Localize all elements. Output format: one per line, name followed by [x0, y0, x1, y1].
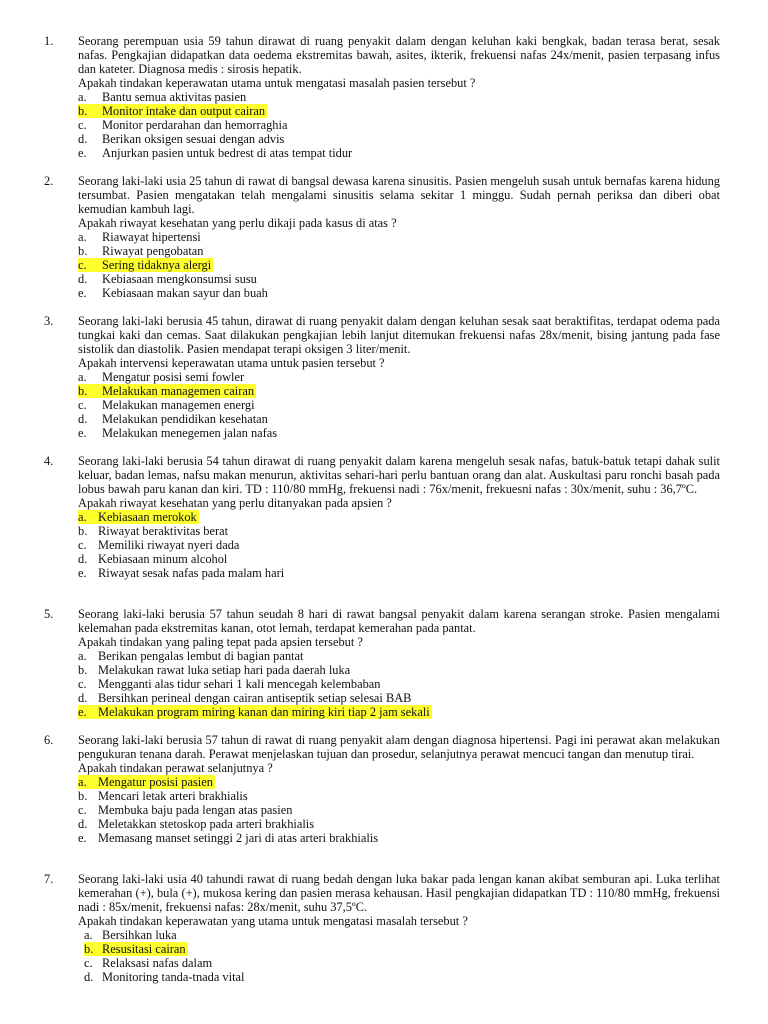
option-text: Sering tidaknya alergi: [102, 258, 212, 272]
option-letter: d.: [78, 272, 88, 286]
question-number: 3.: [44, 314, 54, 328]
option-text: Monitor intake dan output cairan: [102, 104, 266, 118]
option-a: [78, 649, 720, 663]
option-text: Mengganti alas tidur sehari 1 kali mencegah kelembaban: [98, 677, 381, 691]
option-a: [78, 230, 720, 244]
option-c: [78, 677, 720, 691]
option-text: Mencari letak arteri brakhialis: [98, 789, 248, 803]
option-e: [78, 426, 720, 440]
option-a: [78, 90, 720, 104]
option-text: Memasang manset setinggi 2 jari di atas arteri brakhialis: [98, 831, 379, 845]
option-letter: a.: [78, 510, 87, 524]
option-text: Relaksasi nafas dalam: [102, 956, 213, 970]
option-c: [78, 118, 720, 132]
option-text: Bantu semua aktivitas pasien: [102, 90, 247, 104]
option-a: [78, 370, 720, 384]
question-5: [44, 607, 720, 719]
question-stem: Seorang laki-laki berusia 57 tahun seudah 8 hari di rawat bangsal penyakit dalam karena serangan stroke. Pasien mengalami kelemahan pada ekstremitas kanan, otot lemah, terdapat kemerahan pada pantat.: [78, 607, 720, 635]
option-text: Mengatur posisi semi fowler: [102, 370, 245, 384]
option-letter: e.: [78, 286, 87, 300]
option-text: Riawayat hipertensi: [102, 230, 201, 244]
option-letter: a.: [78, 90, 87, 104]
option-e: [78, 566, 720, 580]
question-number: 7.: [44, 872, 54, 886]
option-letter: b.: [78, 244, 88, 258]
option-b: [78, 663, 720, 677]
option-text: Bersihkan luka: [102, 928, 177, 942]
option-letter: d.: [78, 552, 88, 566]
option-text: Meletakkan stetoskop pada arteri brakhialis: [98, 817, 315, 831]
option-text: Melakukan managemen cairan: [102, 384, 255, 398]
option-text: Monitoring tanda-tnada vital: [102, 970, 245, 984]
option-letter: e.: [78, 831, 87, 845]
option-letter: a.: [78, 775, 87, 789]
option-c: [84, 956, 720, 970]
question-number: 5.: [44, 607, 54, 621]
question-3: [44, 314, 720, 440]
option-text: Melakukan managemen energi: [102, 398, 255, 412]
option-e: [78, 146, 720, 160]
option-letter: e.: [78, 566, 87, 580]
option-c-highlighted: [78, 258, 720, 272]
question-prompt: Apakah tindakan keperawatan utama untuk mengatasi masalah pasien tersebut ?: [78, 76, 476, 90]
option-text: Kebiasaan makan sayur dan buah: [102, 286, 268, 300]
question-prompt: Apakah riwayat kesehatan yang perlu dikaji pada kasus di atas ?: [78, 216, 397, 230]
option-text: Kebiasaan mengkonsumsi susu: [102, 272, 257, 286]
option-letter: d.: [78, 817, 88, 831]
option-letter: b.: [78, 384, 88, 398]
question-number: 4.: [44, 454, 54, 468]
option-text: Monitor perdarahan dan hemorraghia: [102, 118, 288, 132]
question-stem: Seorang laki-laki usia 25 tahun di rawat di bangsal dewasa karena sinusitis. Pasien mengeluh susah untuk bernafas karena hidung tersumbat. Pasien mengatakan telah mengalami sinusitis selama sekitar 1 minggu. Sudah pernah periksa dan diberi obat kemudian kambuh lagi.: [78, 174, 720, 216]
option-a: [84, 928, 720, 942]
option-text: Membuka baju pada lengan atas pasien: [98, 803, 293, 817]
option-letter: c.: [84, 956, 93, 970]
option-d: [78, 817, 720, 831]
option-b: [78, 244, 720, 258]
question-prompt: Apakah tindakan perawat selanjutnya ?: [78, 761, 273, 775]
option-b-highlighted: [78, 384, 720, 398]
option-b: [78, 524, 720, 538]
question-prompt: Apakah tindakan yang paling tepat pada apsien tersebut ?: [78, 635, 363, 649]
option-text: Kebiasaan merokok: [98, 510, 197, 524]
option-text: Melakukan pendidikan kesehatan: [102, 412, 268, 426]
option-letter: e.: [78, 146, 87, 160]
question-prompt: Apakah riwayat kesehatan yang perlu ditanyakan pada apsien ?: [78, 496, 392, 510]
option-text: Mengatur posisi pasien: [98, 775, 213, 789]
option-b-highlighted: [78, 104, 720, 118]
question-number: 6.: [44, 733, 54, 747]
option-letter: c.: [78, 538, 87, 552]
option-d: [78, 272, 720, 286]
question-2: [44, 174, 720, 300]
option-letter: d.: [84, 970, 94, 984]
option-letter: b.: [78, 104, 88, 118]
option-d: [78, 132, 720, 146]
option-letter: c.: [78, 803, 87, 817]
question-7: [44, 872, 720, 984]
option-letter: c.: [78, 118, 87, 132]
option-letter: b.: [78, 789, 88, 803]
option-letter: b.: [78, 524, 88, 538]
option-letter: a.: [84, 928, 93, 942]
question-stem: Seorang laki-laki berusia 57 tahun di rawat di ruang penyakit alam dengan diagnosa hipertensi. Pagi ini perawat akan melakukan pengukuran tenana darah. Perawat menjelaskan tujuan dan prosedur, selanjutnya perawat mencuci tangan dan menutup tirai.: [78, 733, 720, 761]
question-stem: Seorang laki-laki usia 40 tahundi rawat di ruang bedah dengan luka bakar pada lengan kanan akibat semburan api. Luka terlihat kemerahan (+), bula (+), mukosa kering dan pasien merasa kehausan. Hasil pengkajian didapatkan TD : 110/80 mmHg, frekuensi nadi : 85x/menit, frekuensi nafas: 28x/menit, suhu 37,5ºC.: [78, 872, 720, 914]
option-text: Riwayat sesak nafas pada malam hari: [98, 566, 285, 580]
option-letter: a.: [78, 649, 87, 663]
question-6: [44, 733, 720, 845]
option-text: Memiliki riwayat nyeri dada: [98, 538, 240, 552]
option-letter: d.: [78, 412, 88, 426]
option-text: Bersihkan perineal dengan cairan antiseptik setiap selesai BAB: [98, 691, 412, 705]
question-stem: Seorang laki-laki berusia 45 tahun, dirawat di ruang penyakit dalam dengan keluhan sesak saat beraktifitas, terdapat odema pada tungkai kaki dan cemas. Saat dilakukan pengkajian lebih lanjut ditemukan frekuensi nafas 28x/menit, bising jantung pada fase sistolik dan diastolik. Pasien mendapat terapi oksigen 3 liter/menit.: [78, 314, 720, 356]
option-d: [78, 552, 720, 566]
option-letter: b.: [78, 663, 88, 677]
option-d: [78, 691, 720, 705]
option-letter: c.: [78, 398, 87, 412]
option-letter: e.: [78, 705, 87, 719]
option-a-highlighted: [78, 775, 720, 789]
option-c: [78, 538, 720, 552]
option-text: Berikan oksigen sesuai dengan advis: [102, 132, 285, 146]
option-b: [78, 789, 720, 803]
option-text: Melakukan menegemen jalan nafas: [102, 426, 278, 440]
option-a-highlighted: [78, 510, 720, 524]
option-letter: a.: [78, 230, 87, 244]
option-text: Riwayat beraktivitas berat: [98, 524, 229, 538]
question-prompt: Apakah intervensi keperawatan utama untuk pasien tersebut ?: [78, 356, 385, 370]
option-letter: d.: [78, 132, 88, 146]
option-letter: d.: [78, 691, 88, 705]
option-text: Melakukan program miring kanan dan miring kiri tiap 2 jam sekali: [98, 705, 430, 719]
question-stem: Seorang perempuan usia 59 tahun dirawat di ruang penyakit dalam dengan keluhan kaki bengkak, badan terasa berat, sesak nafas. Pengkajian didapatkan data oedema ekstremitas bawah, asites, ikterik, frekuensi nafas 24x/menit, pasien terpasang infus dan kateter. Diagnosa medis : sirosis hepatik.: [78, 34, 720, 76]
question-4: [44, 454, 720, 580]
question-1: [44, 34, 720, 160]
option-e: [78, 286, 720, 300]
option-b-highlighted: [84, 942, 720, 956]
option-letter: e.: [78, 426, 87, 440]
option-c: [78, 398, 720, 412]
option-text: Riwayat pengobatan: [102, 244, 204, 258]
question-prompt: Apakah tindakan keperawatan yang utama untuk mengatasi masalah tersebut ?: [78, 914, 468, 928]
question-number: 1.: [44, 34, 54, 48]
option-letter: c.: [78, 677, 87, 691]
question-number: 2.: [44, 174, 54, 188]
option-text: Kebiasaan minum alcohol: [98, 552, 228, 566]
option-letter: a.: [78, 370, 87, 384]
option-d: [84, 970, 720, 984]
question-stem: Seorang laki-laki berusia 54 tahun dirawat di ruang penyakit dalam karena mengeluh sesak nafas, batuk-batuk tetapi dahak sulit keluar, badan lemas, nafsu makan menurun, aktivitas sehari-hari perlu bantuan orang dan alat. Auskultasi paru ronchi basah pada lobus bawah paru kanan dan kiri. TD : 110/80 mmHg, frekuensi nadi : 76x/menit, frekuesni nafas : 30x/menit, suhu : 36,7ºC.: [78, 454, 720, 496]
option-text: Berikan pengalas lembut di bagian pantat: [98, 649, 304, 663]
option-letter: b.: [84, 942, 94, 956]
option-text: Anjurkan pasien untuk bedrest di atas tempat tidur: [102, 146, 353, 160]
option-e: [78, 831, 720, 845]
option-letter: c.: [78, 258, 87, 272]
option-text: Melakukan rawat luka setiap hari pada daerah luka: [98, 663, 351, 677]
option-text: Resusitasi cairan: [102, 942, 186, 956]
option-d: [78, 412, 720, 426]
option-e-highlighted: [78, 705, 720, 719]
option-c: [78, 803, 720, 817]
